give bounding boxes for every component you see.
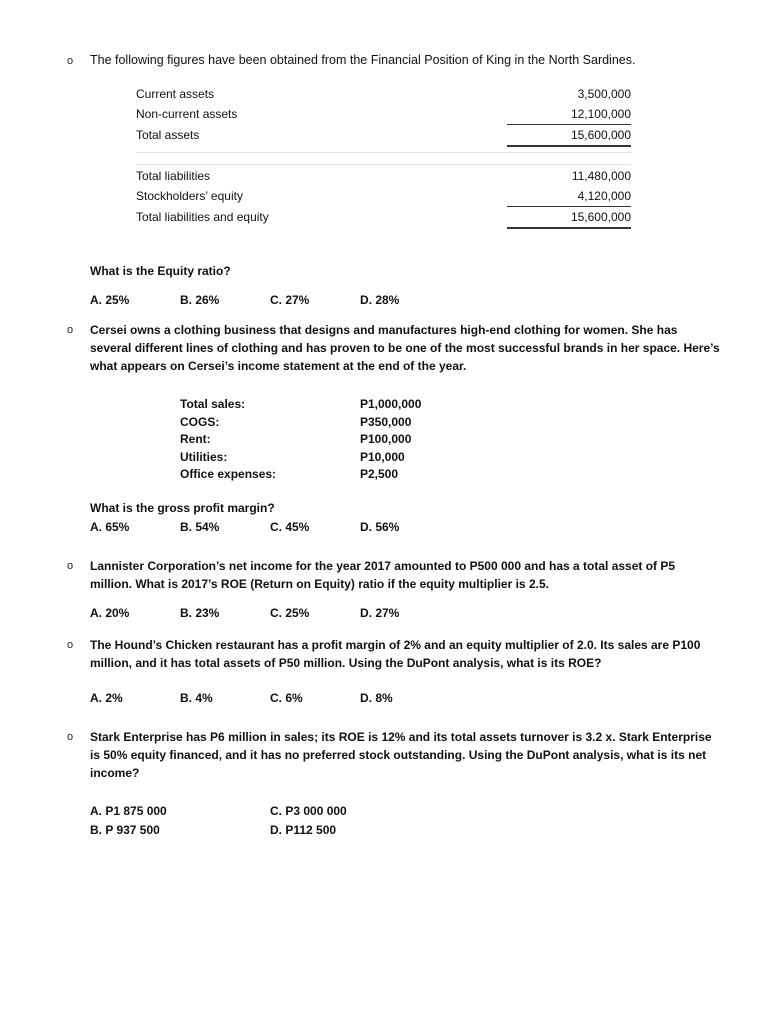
bullet-q5: o	[67, 731, 74, 743]
divider	[136, 164, 631, 165]
table-row	[136, 84, 631, 104]
statement-value: P100,000	[360, 432, 412, 446]
q5-option-b[interactable]: B. P 937 500	[90, 823, 160, 837]
total-rule	[507, 145, 631, 147]
statement-value: P2,500	[360, 467, 399, 481]
q3-option-c[interactable]: C. 25%	[270, 606, 310, 620]
table-row	[136, 125, 631, 145]
q1-option-b[interactable]: B. 26%	[180, 293, 220, 307]
table-row	[136, 186, 631, 206]
row-label: Total assets	[136, 128, 200, 142]
row-value: 4,120,000	[577, 189, 631, 203]
q1-option-c[interactable]: C. 27%	[270, 293, 310, 307]
row-value: 15,600,000	[570, 128, 631, 142]
q2-intro: Cersei owns a clothing business that designs and manufactures high-end clothing for women. She has several different lines of clothing and has proven to be one of the most successful brands in her space. Here’s what appears on Cersei’s income statement at the end of the year.	[90, 323, 720, 373]
q3-option-d[interactable]: D. 27%	[360, 606, 400, 620]
q4-text: The Hound’s Chicken restaurant has a profit margin of 2% and an equity multiplier of 2.0. Its sales are P100 million, and it has total assets of P50 million. Using the DuPont analysis, what is its ROE?	[90, 638, 701, 670]
q4-option-a[interactable]: A. 2%	[90, 691, 123, 705]
total-rule	[507, 227, 631, 229]
q1-option-a[interactable]: A. 25%	[90, 293, 130, 307]
row-label: Total liabilities and equity	[136, 210, 269, 224]
row-value: 11,480,000	[571, 169, 631, 183]
q5-option-c[interactable]: C. P3 000 000	[270, 804, 347, 818]
statement-value: P1,000,000	[360, 397, 422, 411]
statement-label: Office expenses:	[180, 467, 277, 481]
statement-row	[180, 414, 480, 432]
statement-label: Total sales:	[180, 397, 246, 411]
row-label: Total liabilities	[136, 169, 211, 183]
q4-option-c[interactable]: C. 6%	[270, 691, 303, 705]
bullet-q3: o	[67, 560, 74, 572]
q1-option-d[interactable]: D. 28%	[360, 293, 400, 307]
q1-intro: The following figures have been obtained from the Financial Position of King in the North Sardines.	[90, 53, 636, 67]
q2-option-d[interactable]: D. 56%	[360, 520, 400, 534]
q4-option-b[interactable]: B. 4%	[180, 691, 213, 705]
q5-text: Stark Enterprise has P6 million in sales; its ROE is 12% and its total assets turnover is 3.2 x. Stark Enterprise is 50% equity financed, and it has no preferred stock outstanding. Using the DuPont analysis, what is its net income?	[90, 730, 712, 780]
q1-question: What is the Equity ratio?	[90, 264, 231, 278]
row-label: Current assets	[136, 87, 215, 101]
q2-question: What is the gross profit margin?	[90, 501, 275, 515]
statement-row	[180, 449, 480, 467]
bullet-q4: o	[67, 639, 74, 651]
statement-label: Utilities:	[180, 449, 228, 464]
statement-row	[180, 466, 480, 484]
table-row	[136, 207, 631, 227]
row-label: Stockholders’ equity	[136, 189, 243, 203]
q4-option-d[interactable]: D. 8%	[360, 691, 393, 705]
q5-option-a[interactable]: A. P1 875 000	[90, 804, 167, 818]
q2-option-c[interactable]: C. 45%	[270, 520, 310, 534]
table-row	[136, 104, 631, 124]
q3-option-a[interactable]: A. 20%	[90, 606, 130, 620]
statement-value: P10,000	[360, 449, 405, 464]
q3-text: Lannister Corporation’s net income for the year 2017 amounted to P500 000 and has a total asset of P5 million. What is 2017’s ROE (Return on Equity) ratio if the equity multiplier is 2.5.	[90, 559, 676, 591]
row-value: 12,100,000	[570, 107, 631, 121]
statement-row	[180, 396, 480, 414]
row-value: 3,500,000	[577, 87, 631, 101]
table-row	[136, 166, 631, 186]
statement-label: Rent:	[180, 432, 211, 446]
row-value: 15,600,000	[570, 210, 631, 224]
statement-label: COGS:	[180, 414, 220, 429]
q2-option-a[interactable]: A. 65%	[90, 520, 130, 534]
row-label: Non-current assets	[136, 107, 238, 121]
statement-row	[180, 431, 480, 449]
divider	[136, 152, 631, 153]
q5-option-d[interactable]: D. P112 500	[270, 823, 337, 837]
q2-option-b[interactable]: B. 54%	[180, 520, 220, 534]
bullet-q2: o	[67, 324, 74, 336]
bullet-q1: o	[67, 55, 74, 67]
statement-value: P350,000	[360, 414, 412, 429]
q3-option-b[interactable]: B. 23%	[180, 606, 220, 620]
